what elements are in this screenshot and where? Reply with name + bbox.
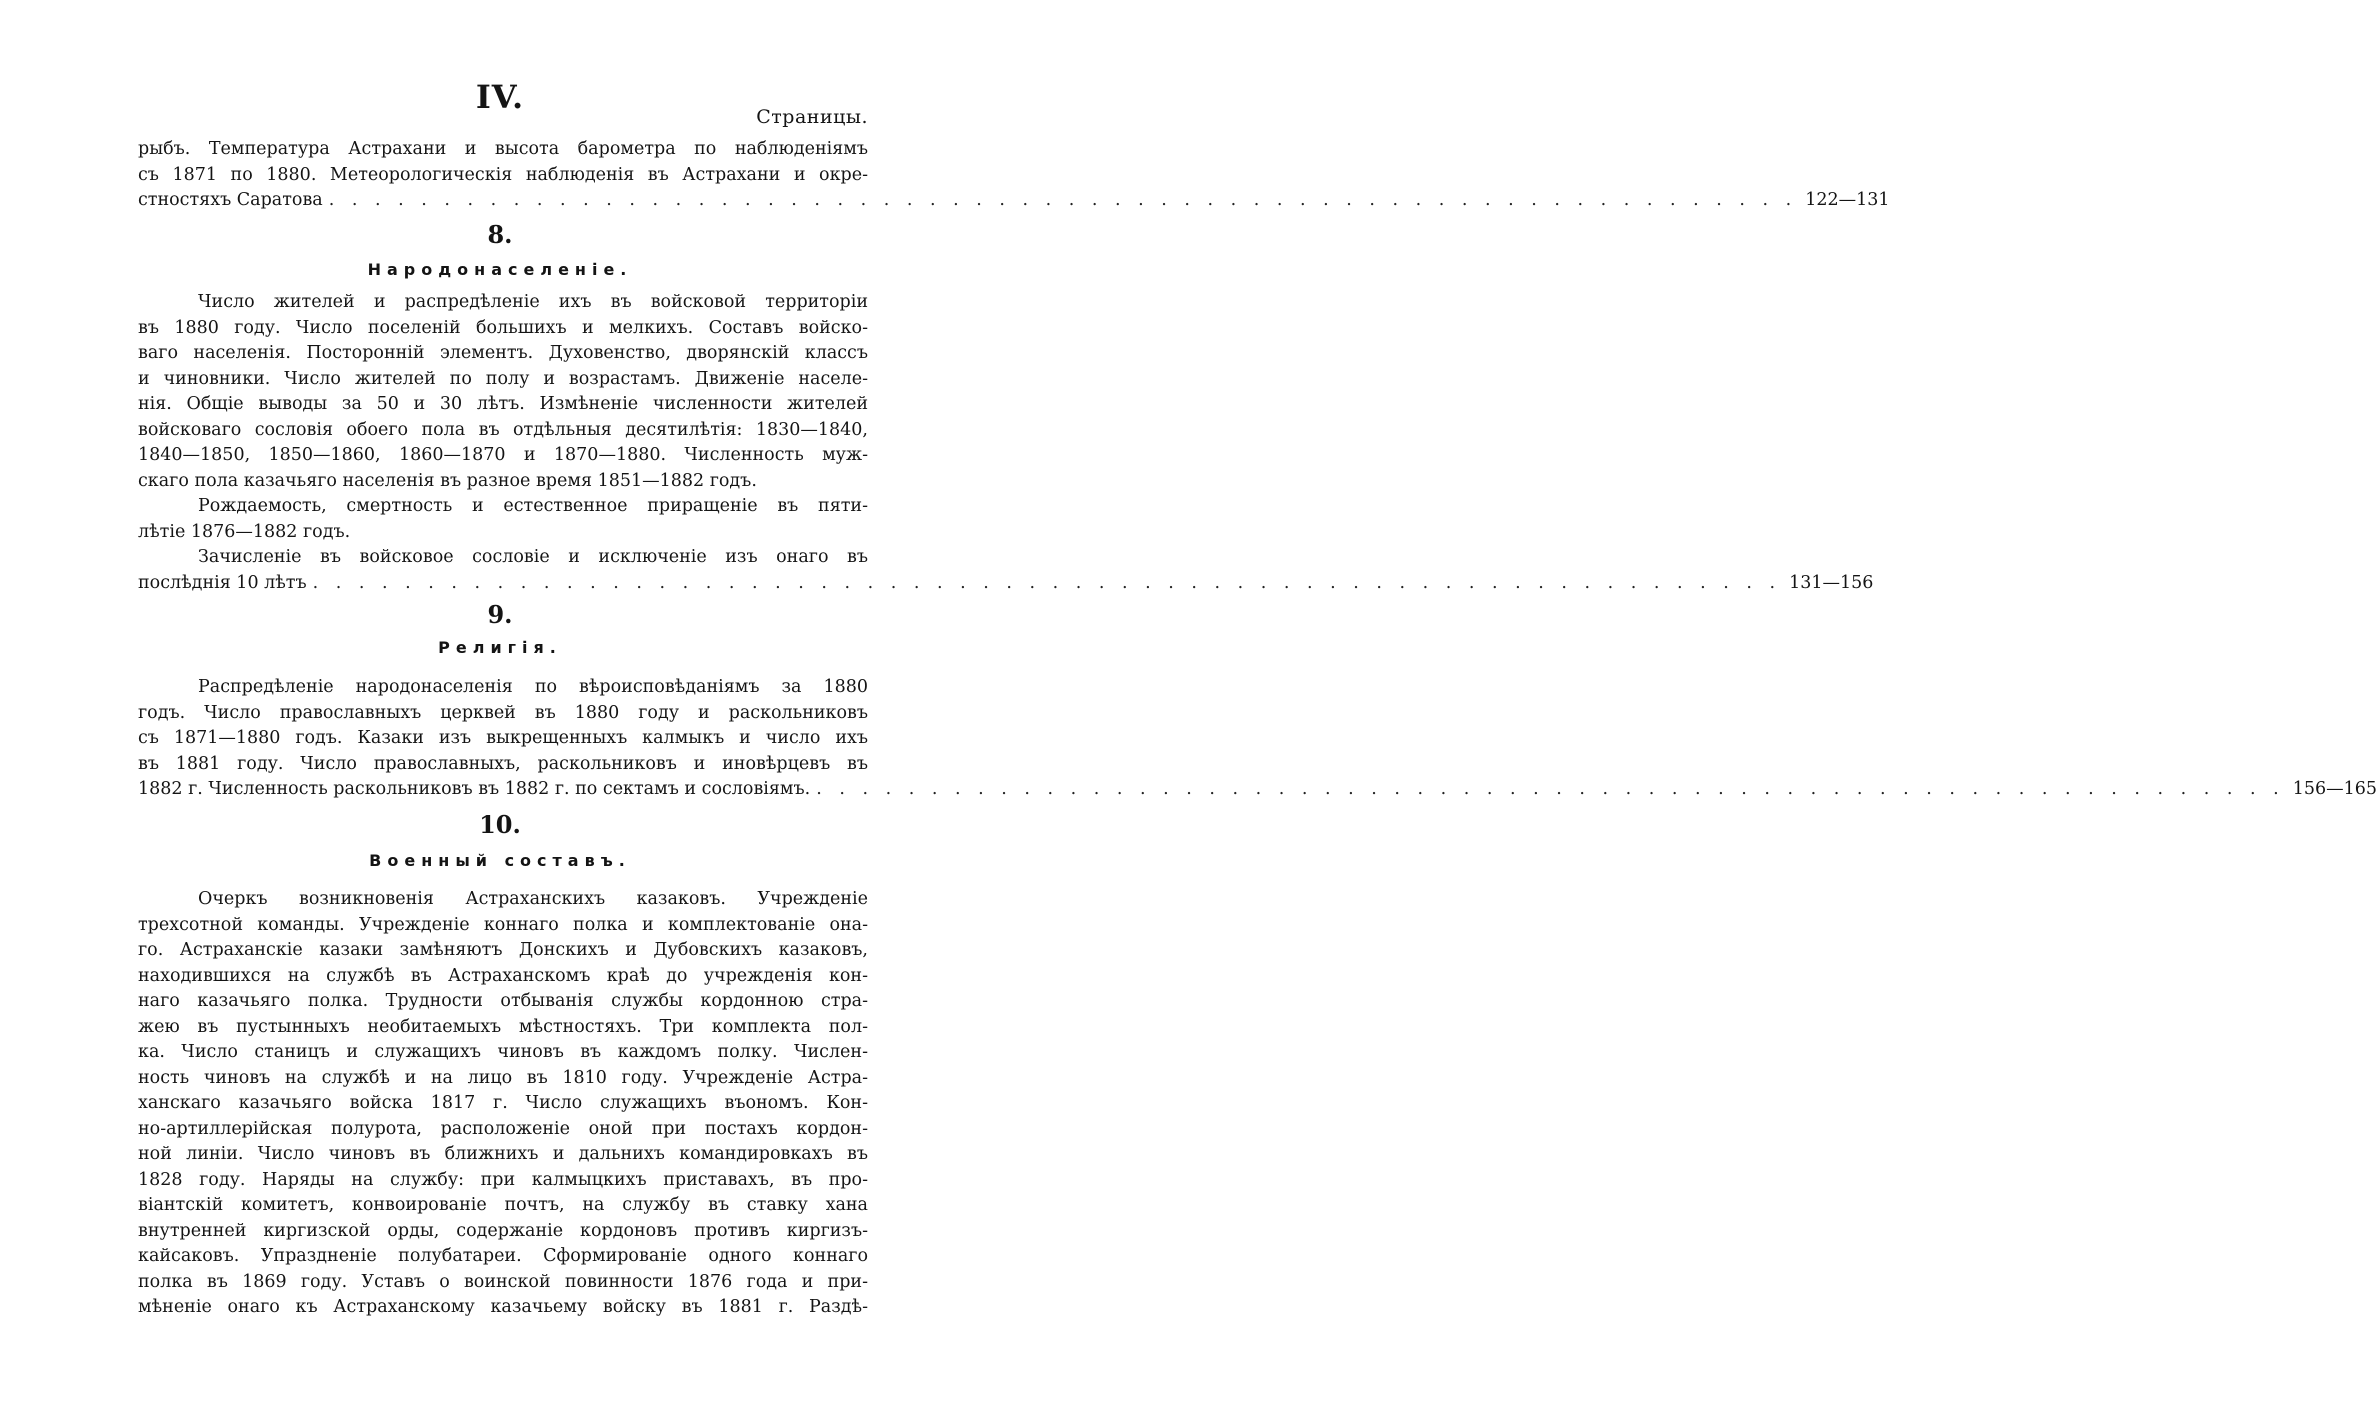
text-line: съ 1871—1880 годъ. Казаки изъ выкрещенныхъ калмыкъ и число ихъ bbox=[138, 728, 868, 748]
text-line: годъ. Число православныхъ церквей въ 1880 году и раскольниковъ bbox=[138, 702, 868, 723]
text-line: ка. Число станицъ и служащихъ чиновъ въ каждомъ полку. Числен- bbox=[138, 1042, 868, 1062]
dot-leader bbox=[816, 777, 2284, 803]
text-line: Число жителей и распредѣленіе ихъ въ войсковой территоріи bbox=[198, 292, 868, 312]
text-line: ханскаго казачьяго войска 1817 г. Число служащихъ въономъ. Кон- bbox=[138, 1093, 868, 1113]
text-line: трехсотной команды. Учрежденіе коннаго полка и комплектованіе она- bbox=[138, 914, 868, 935]
prev-section-continuation bbox=[138, 137, 1890, 214]
text-line: ность чиновъ на службѣ и на лицо въ 1810 году. Учрежденіе Астра- bbox=[138, 1067, 868, 1088]
text-line: Зачисленіе въ войсковое сословіе и исключеніе изъ онаго въ bbox=[198, 547, 868, 567]
text-line: но-артиллерійская полурота, расположеніе оной при постахъ кордон- bbox=[138, 1118, 868, 1139]
page-number: IV. bbox=[475, 78, 525, 116]
text-line: находившихся на службѣ въ Астраханскомъ краѣ до учрежденія кон- bbox=[138, 965, 868, 986]
text-line: лѣтіе 1876—1882 годъ. bbox=[138, 521, 351, 542]
text-line: 1828 году. Наряды на службу: при калмыцкихъ приставахъ, въ про- bbox=[138, 1169, 868, 1190]
text-line: 1882 г. Численность раскольниковъ въ 1882 г. по сектамъ и сословіямъ. bbox=[138, 779, 811, 799]
page-range: 122—131 bbox=[1805, 190, 1890, 210]
text-line: Очеркъ возникновенія Астраханскихъ казаковъ. Учрежденіе bbox=[198, 889, 868, 909]
text-line: наго казачьяго полка. Трудности отбыванія службы кордонною стра- bbox=[138, 991, 868, 1011]
text-line: ной линіи. Число чиновъ въ ближнихъ и дальнихъ командировкахъ въ bbox=[138, 1144, 868, 1164]
text-line: жею въ пустынныхъ необитаемыхъ мѣстностяхъ. Три комплекта пол- bbox=[138, 1016, 868, 1037]
text-line: 1840—1850, 1850—1860, 1860—1870 и 1870—1880. Численность муж- bbox=[138, 445, 868, 465]
text-line: войсковаго сословія обоего пола въ отдѣльныя десятилѣтія: 1830—1840, bbox=[138, 419, 868, 440]
section-title: Военный составъ. bbox=[369, 851, 631, 870]
pages-column-label: Страницы. bbox=[756, 106, 868, 128]
text-line: въ 1880 году. Число поселеній большихъ и мелкихъ. Составъ войско- bbox=[138, 317, 868, 338]
text-line: Рождаемость, смертность и естественное приращеніе въ пяти- bbox=[198, 496, 868, 516]
text-line: віантскій комитетъ, конвоированіе почтъ, на службу въ ставку хана bbox=[138, 1195, 868, 1215]
section-number: 10. bbox=[479, 810, 521, 839]
text-line: кайсаковъ. Упраздненіе полубатареи. Сформированіе одного коннаго bbox=[138, 1246, 868, 1266]
toc-entry-line bbox=[138, 188, 1890, 214]
text-line: въ 1881 году. Число православныхъ, раскольниковъ и иновѣрцевъ въ bbox=[138, 753, 868, 774]
section-9-body bbox=[138, 675, 2377, 803]
toc-entry-line bbox=[138, 571, 1874, 597]
page-range: 156—165 bbox=[2292, 779, 2377, 799]
text-line: Распредѣленіе народонаселенія по вѣроисповѣданіямъ за 1880 bbox=[198, 677, 868, 697]
toc-entry-line bbox=[138, 777, 2377, 803]
section-title: Религія. bbox=[438, 638, 562, 657]
text-line: внутренней киргизской орды, содержаніе кордоновъ противъ киргизъ- bbox=[138, 1220, 868, 1241]
section-8-body bbox=[138, 290, 1874, 596]
text-line: стностяхъ Саратова bbox=[138, 190, 323, 210]
section-number: 8. bbox=[487, 220, 513, 249]
text-line: нія. Общіе выводы за 50 и 30 лѣтъ. Измѣненіе численности жителей bbox=[138, 394, 868, 414]
text-line: мѣненіе онаго къ Астраханскому казачьему войску въ 1881 г. Раздѣ- bbox=[138, 1297, 868, 1317]
text-line: послѣднія 10 лѣтъ bbox=[138, 572, 307, 593]
section-title: Народонаселеніе. bbox=[367, 260, 633, 279]
section-number: 9. bbox=[487, 600, 513, 629]
section-10-body bbox=[138, 887, 868, 1321]
text-line: ваго населенія. Посторонній элементъ. Духовенство, дворянскій классъ bbox=[138, 343, 868, 363]
text-line: скаго пола казачьяго населенія въ разное время 1851—1882 годъ. bbox=[138, 470, 757, 491]
text-line: рыбъ. Температура Астрахани и высота барометра по наблюденіямъ bbox=[138, 139, 868, 159]
text-line: го. Астраханскіе казаки замѣняютъ Донскихъ и Дубовскихъ казаковъ, bbox=[138, 940, 868, 960]
dot-leader bbox=[313, 571, 1781, 597]
text-line: полка въ 1869 году. Уставъ о воинской повинности 1876 года и при- bbox=[138, 1271, 868, 1292]
dot-leader bbox=[329, 188, 1797, 214]
text-line: и чиновники. Число жителей по полу и возрастамъ. Движеніе населе- bbox=[138, 368, 868, 389]
page-range: 131—156 bbox=[1789, 572, 1874, 593]
text-line: съ 1871 по 1880. Метеорологическія наблюденія въ Астрахани и окре- bbox=[138, 164, 868, 185]
